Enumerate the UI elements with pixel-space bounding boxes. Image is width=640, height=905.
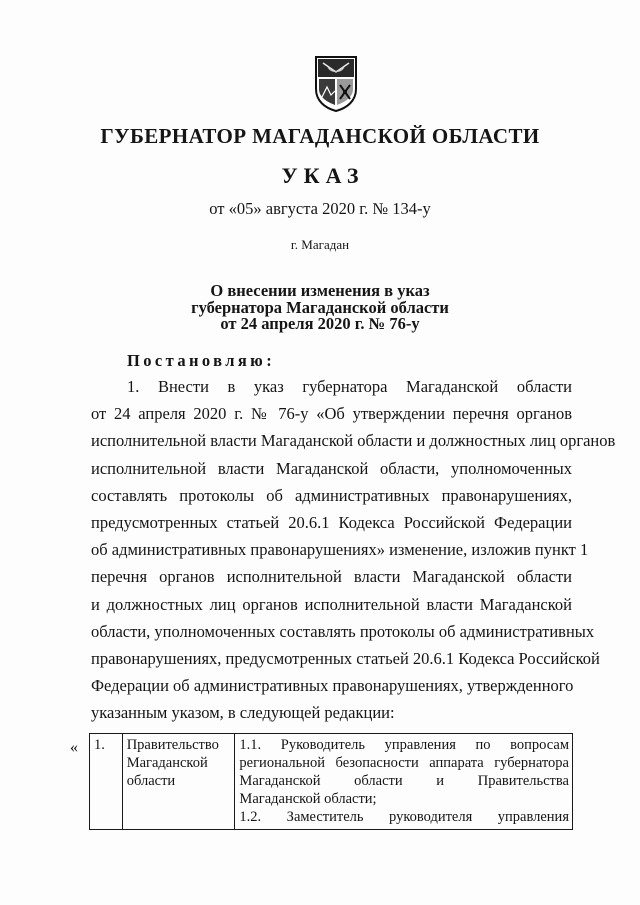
organ-cell — [122, 734, 235, 830]
resolve-heading: Постановляю: — [127, 351, 276, 370]
paragraph-line: правонарушениях, предусмотренных статьей 20.6.1 Кодекса Российской — [91, 648, 600, 668]
paragraph-line: составлять протоколы об административных правонарушениях, — [91, 485, 572, 505]
row-number-cell — [90, 734, 123, 830]
organization-title: ГУБЕРНАТОР МАГАДАНСКОЙ ОБЛАСТИ — [100, 124, 540, 148]
paragraph-line: указанным указом, в следующей редакции: — [91, 703, 395, 723]
officials-line: Магаданской области и Правительства — [239, 773, 569, 789]
organ-line: области — [126, 773, 176, 789]
paragraph-line: предусмотренных статьей 20.6.1 Кодекса Российской Федерации — [91, 512, 572, 532]
paragraph-line: об административных правонарушениях» изменение, изложив пункт 1 — [91, 540, 589, 560]
paragraph-line: и должностных лиц органов исполнительной власти Магаданской — [91, 594, 572, 614]
opening-quote: « — [70, 739, 78, 756]
paragraph-line: исполнительной власти Магаданской области и должностных лиц органов — [91, 431, 616, 451]
paragraph-line: 1. Внести в указ губернатора Магаданской области — [127, 377, 572, 396]
subject-line: губернатора Магаданской области — [191, 297, 449, 317]
paragraph-line: перечня органов исполнительной власти Магаданской области — [91, 567, 572, 587]
officials-cell — [235, 734, 573, 830]
organ-line: Магаданской — [126, 755, 208, 771]
officials-line: 1.1. Руководитель управления по вопросам — [239, 737, 569, 753]
document-type: УКАЗ — [281, 163, 365, 188]
officials-line: региональной безопасности аппарата губернатора — [239, 755, 569, 771]
paragraph-line: от 24 апреля 2020 г. № 76-у «Об утверждении перечня органов — [91, 404, 572, 424]
date-and-number: от «05» августа 2020 г. № 134-у — [209, 199, 431, 218]
coat-of-arms-icon — [313, 55, 359, 113]
paragraph-line: Федерации об административных правонарушениях, утвержденного — [91, 676, 574, 696]
officials-line: 1.2. Заместитель руководителя управления — [239, 809, 569, 825]
paragraph-line: исполнительной власти Магаданской области, уполномоченных — [91, 458, 572, 478]
document-subject — [0, 283, 640, 333]
decree-paragraph — [91, 373, 616, 726]
paragraph-line: области, уполномоченных составлять протоколы об административных — [91, 621, 595, 641]
subject-line: О внесении изменения в указ — [210, 281, 430, 300]
subject-line: от 24 апреля 2020 г. № 76-у — [220, 314, 420, 333]
city: г. Магадан — [290, 237, 350, 252]
officials-table — [89, 733, 573, 830]
table-row — [90, 734, 573, 830]
officials-line: Магаданской области; — [239, 791, 377, 807]
organ-line: Правительство — [126, 737, 219, 753]
row-number: 1. — [94, 737, 105, 753]
